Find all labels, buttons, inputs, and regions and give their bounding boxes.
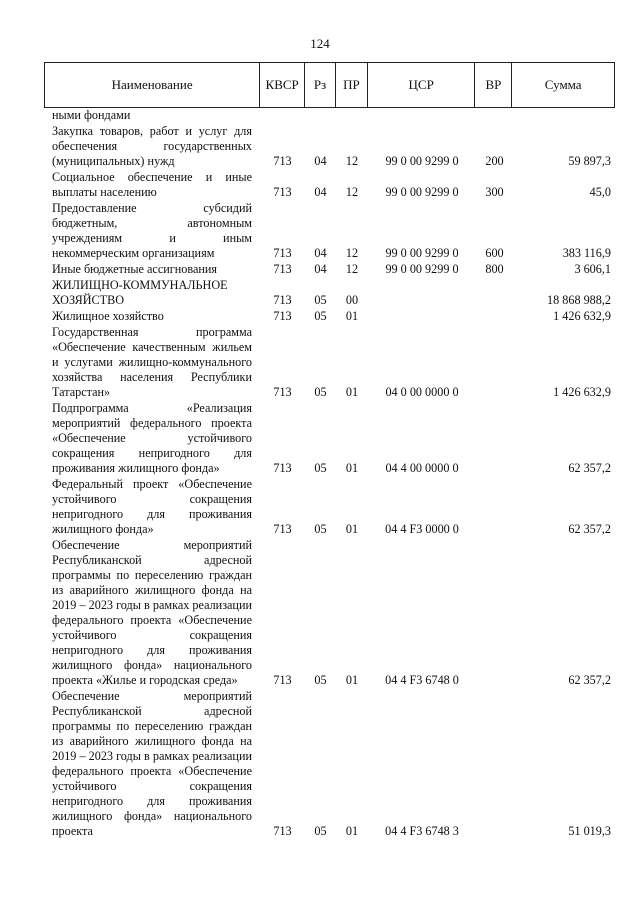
header-vr: ВР (475, 63, 512, 107)
row-rz: 05 (314, 293, 327, 307)
row-pr: 12 (345, 154, 359, 168)
row-csr: 04 4 00 0000 0 (385, 461, 459, 475)
row-sum: 45,0 (589, 185, 611, 199)
table-row (44, 278, 615, 309)
row-name: Обеспечение мероприятий Республиканской адресной программы по переселению граждан из аварийного жилищного фонда на 2019 – 2023 годы в рамках реализации федерального проекта «Обеспечение устойчивого сокращения непригодного для проживания жилищного фонда» национального проекта «Жилье и городская среда» (52, 538, 252, 687)
row-csr: 04 4 F3 6748 3 (385, 824, 459, 838)
row-name: ными фондами (52, 108, 131, 122)
row-rz: 05 (314, 673, 327, 687)
row-name: Обеспечение мероприятий Республиканской адресной программы по переселению граждан из аварийного жилищного фонда на 2019 – 2023 годы в рамках реализации федерального проекта «Обеспечение устойчивого сокращения непригодного для проживания жилищного фонда» национального проекта (52, 689, 252, 838)
table-row (44, 477, 615, 538)
row-kvsr: 713 (273, 673, 292, 687)
row-kvsr: 713 (273, 461, 292, 475)
row-name: Предоставление субсидий бюджетным, автономным учреждениям и иным некоммерческим организациям (52, 201, 252, 260)
header-name: Наименование (45, 63, 260, 107)
row-pr: 12 (345, 246, 359, 260)
row-kvsr: 713 (273, 522, 292, 536)
row-vr: 600 (485, 246, 504, 260)
row-rz: 04 (314, 154, 327, 168)
row-pr: 01 (345, 824, 359, 838)
table-header (44, 62, 615, 108)
row-name: Государственная программа «Обеспечение качественным жильем и услугами жилищно-коммунального хозяйства населения Республики Татарстан» (52, 325, 252, 399)
row-rz: 04 (314, 185, 327, 199)
row-rz: 05 (314, 385, 327, 399)
row-name: Подпрограмма «Реализация мероприятий федерального проекта «Обеспечение устойчивого сокращения непригодного для проживания жилищного фонда» (52, 401, 252, 475)
table-row (44, 201, 615, 262)
table-row (44, 124, 615, 170)
row-pr: 01 (345, 673, 359, 687)
row-kvsr: 713 (273, 246, 292, 260)
header-pr: ПР (336, 63, 368, 107)
row-kvsr: 713 (273, 385, 292, 399)
table-row (44, 262, 615, 278)
row-sum: 59 897,3 (568, 154, 611, 168)
row-vr: 200 (485, 154, 504, 168)
row-csr: 99 0 00 9299 0 (385, 262, 459, 276)
row-csr: 04 4 F3 0000 0 (385, 522, 459, 536)
row-name: Социальное обеспечение и иные выплаты населению (52, 170, 252, 199)
row-pr: 01 (345, 385, 359, 399)
header-sum: Сумма (544, 77, 582, 92)
row-kvsr: 713 (273, 154, 292, 168)
row-sum: 62 357,2 (568, 522, 611, 536)
row-kvsr: 713 (273, 293, 292, 307)
row-name: ЖИЛИЩНО-КОММУНАЛЬНОЕ ХОЗЯЙСТВО (52, 278, 228, 307)
row-kvsr: 713 (273, 824, 292, 838)
table-row (44, 170, 615, 201)
row-sum: 383 116,9 (562, 246, 611, 260)
header-csr: ЦСР (368, 63, 476, 107)
row-name: Закупка товаров, работ и услуг для обеспечения государственных (муниципальных) нужд (52, 124, 252, 168)
table-row (44, 538, 615, 689)
row-sum: 62 357,2 (568, 673, 611, 687)
row-rz: 04 (314, 246, 327, 260)
row-name: Иные бюджетные ассигнования (52, 262, 218, 276)
table-row (44, 309, 615, 325)
row-rz: 05 (314, 309, 327, 323)
row-kvsr: 713 (273, 262, 292, 276)
row-sum: 1 426 632,9 (553, 385, 611, 399)
row-sum: 62 357,2 (568, 461, 611, 475)
row-vr: 300 (485, 185, 504, 199)
row-kvsr: 713 (273, 185, 292, 199)
row-sum: 51 019,3 (568, 824, 611, 838)
row-pr: 01 (345, 461, 359, 475)
row-csr: 99 0 00 9299 0 (385, 154, 459, 168)
row-csr: 99 0 00 9299 0 (385, 246, 459, 260)
table-row (44, 108, 615, 124)
row-pr: 12 (345, 262, 359, 276)
table-row (44, 401, 615, 477)
row-pr: 01 (345, 309, 359, 323)
row-kvsr: 713 (273, 309, 292, 323)
table-row (44, 689, 615, 840)
page-number: 124 (310, 36, 330, 51)
table-body (44, 108, 615, 840)
table-row (44, 325, 615, 401)
row-pr: 12 (345, 185, 359, 199)
header-kvsr: КВСР (260, 63, 305, 107)
row-rz: 04 (314, 262, 327, 276)
row-vr: 800 (485, 262, 504, 276)
row-csr: 99 0 00 9299 0 (385, 185, 459, 199)
row-sum: 3 606,1 (574, 262, 611, 276)
row-sum: 1 426 632,9 (553, 309, 611, 323)
row-name: Федеральный проект «Обеспечение устойчивого сокращения непригодного для проживания жилищного фонда» (52, 477, 252, 536)
row-csr: 04 0 00 0000 0 (385, 385, 459, 399)
row-rz: 05 (314, 522, 327, 536)
header-rz: Рз (305, 63, 336, 107)
row-rz: 05 (314, 824, 327, 838)
row-csr: 04 4 F3 6748 0 (385, 673, 459, 687)
row-sum: 18 868 988,2 (547, 293, 611, 307)
row-pr: 00 (345, 293, 359, 307)
row-pr: 01 (345, 522, 359, 536)
row-rz: 05 (314, 461, 327, 475)
row-name: Жилищное хозяйство (52, 309, 164, 323)
